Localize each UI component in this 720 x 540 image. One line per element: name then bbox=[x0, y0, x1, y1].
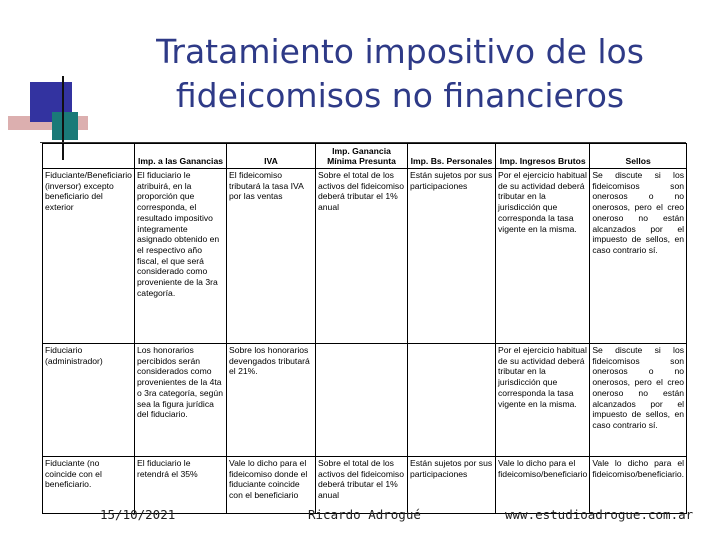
row-label: Fiduciante (no coincide con el beneficiario. bbox=[43, 457, 135, 514]
row-label: Fiduciante/Beneficiario (inversor) excepto beneficiario del exterior bbox=[43, 169, 135, 344]
slide-title-line-1: Tratamiento impositivo de los bbox=[156, 32, 644, 71]
decorative-teal-square bbox=[52, 112, 78, 140]
table-cell bbox=[316, 344, 408, 457]
table-cell: El fideicomiso tributará la tasa IVA por las ventas bbox=[227, 169, 316, 344]
table-cell: Vale lo dicho para el fideicomiso donde el fiduciante coincide con el beneficiario bbox=[227, 457, 316, 514]
table-header-row bbox=[43, 144, 687, 169]
table-cell: Vale lo dicho para el fideicomiso/beneficiario bbox=[496, 457, 590, 514]
table-cell: El fiduciario le retendrá el 35% bbox=[135, 457, 227, 514]
table-cell: Por el ejercicio habitual de su actividad deberá tributar en la jurisdicción que corresponda la tasa vigente en la misma. bbox=[496, 169, 590, 344]
table-cell bbox=[408, 344, 496, 457]
footer-author: Ricardo Adrogué bbox=[308, 507, 421, 522]
table-cell: Sobre el total de los activos del fideicomiso deberá tributar el 1% anual bbox=[316, 457, 408, 514]
table-cell: Se discute si los fideicomisos son onerosos o no onerosos, pero el creo oneroso no están alcanzados por el impuesto de sellos, en caso contrario sí. bbox=[590, 344, 687, 457]
row-label: Fiduciario (administrador) bbox=[43, 344, 135, 457]
table-cell: El fiduciario le atribuirá, en la proporción que corresponda, el resultado impositivo íntegramente asignado obtenido en el respectivo año fiscal, el que será considerado como proveniente de la 3ra categoría. bbox=[135, 169, 227, 344]
header-cell-sellos: Sellos bbox=[590, 144, 687, 169]
header-cell-bienes-personales: Imp. Bs. Personales bbox=[408, 144, 496, 169]
table-cell: Se discute si los fideicomisos son onerosos o no onerosos, pero el creo oneroso no están alcanzados por el impuesto de sellos, en caso contrario sí. bbox=[590, 169, 687, 344]
table-cell: Están sujetos por sus participaciones bbox=[408, 457, 496, 514]
footer-date: 15/10/2021 bbox=[100, 507, 176, 522]
table-row-fiduciario bbox=[43, 344, 687, 457]
table-row-fiduciante-no-beneficiario bbox=[43, 457, 687, 514]
table-cell: Sobre los honorarios devengados tributará el 21%. bbox=[227, 344, 316, 457]
table-cell: Sobre el total de los activos del fideicomiso deberá tributar el 1% anual bbox=[316, 169, 408, 344]
tax-treatment-table-wrapper bbox=[42, 143, 687, 514]
header-cell-ingresos-brutos: Imp. Ingresos Brutos bbox=[496, 144, 590, 169]
table-cell: Por el ejercicio habitual de su actividad deberá tributar en la jurisdicción que corresponda la tasa vigente en la misma. bbox=[496, 344, 590, 457]
footer-website: www.estudioadrogue.com.ar bbox=[505, 507, 694, 522]
table-cell: Los honorarios percibidos serán considerados como provenientes de la 4ta o 3ra categoría, según sea la figura jurídica del fiduciario. bbox=[135, 344, 227, 457]
header-cell-iva: IVA bbox=[227, 144, 316, 169]
table-cell: Vale lo dicho para el fideicomiso/beneficiario. bbox=[590, 457, 687, 514]
tax-treatment-table bbox=[42, 143, 687, 514]
header-cell-ganancia-minima: Imp. Ganancia Mínima Presunta bbox=[316, 144, 408, 169]
table-row-fiduciante-beneficiario bbox=[43, 169, 687, 344]
header-cell-ganancias: Imp. a las Ganancias bbox=[135, 144, 227, 169]
slide-title bbox=[110, 30, 690, 118]
slide-title-line-2: fideicomisos no financieros bbox=[175, 76, 625, 115]
header-cell-empty bbox=[43, 144, 135, 169]
table-cell: Están sujetos por sus participaciones bbox=[408, 169, 496, 344]
